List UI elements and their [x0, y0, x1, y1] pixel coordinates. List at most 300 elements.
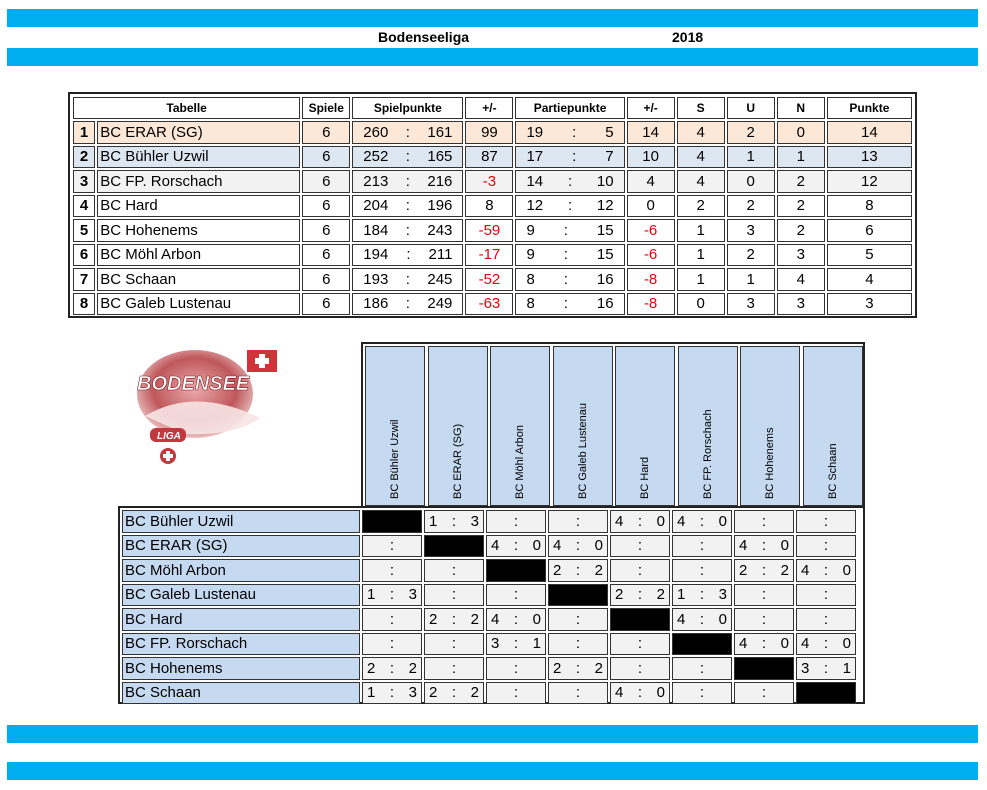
score-home: 2: [429, 610, 438, 628]
score-home: 4: [553, 537, 562, 555]
sp-for: 184: [363, 221, 389, 239]
score-home: 4: [739, 537, 748, 555]
spielpunkte: [352, 121, 463, 144]
col-spielpunkte: Spielpunkte: [352, 97, 463, 119]
rank: 6: [73, 244, 95, 267]
score-home: 2: [429, 684, 438, 702]
matrix-col-header: [490, 346, 550, 506]
wins: 0: [677, 293, 725, 316]
points: 5: [827, 244, 912, 267]
col-pp-diff: +/-: [627, 97, 675, 119]
pp-for: 9: [526, 221, 535, 239]
matrix-row: [122, 608, 856, 631]
partiepunkte: [515, 244, 624, 267]
matrix-score-cell: 1 : 3: [672, 584, 732, 607]
matrix-self-cell: [424, 535, 484, 558]
pp-against: 16: [596, 270, 614, 288]
score-home: 4: [801, 635, 810, 653]
points: 4: [827, 268, 912, 291]
standings-row: [73, 244, 912, 267]
team-name: BC ERAR (SG): [97, 121, 300, 144]
matrix-col-label: BC ERAR (SG): [451, 423, 464, 499]
page-title: Bodenseeliga: [378, 29, 470, 45]
pp-diff: -6: [627, 219, 675, 242]
rank: 1: [73, 121, 95, 144]
draws: 0: [727, 170, 775, 193]
sp-sep: :: [406, 246, 411, 264]
col-sp-diff: +/-: [465, 97, 513, 119]
matrix-self-cell: [486, 559, 546, 582]
partiepunkte: [515, 219, 624, 242]
matrix-score-cell: 3 : 1: [486, 633, 546, 656]
col-tabelle: Tabelle: [73, 97, 300, 119]
rank: 8: [73, 293, 95, 316]
matrix-col-label: BC Möhl Arbon: [514, 425, 526, 499]
matrix-cell-empty: :: [362, 633, 422, 656]
matrix-row-team: BC Schaan: [122, 682, 360, 705]
score-home: 1: [429, 512, 438, 530]
pp-diff: 0: [627, 195, 675, 218]
score-home: 4: [491, 610, 500, 628]
matrix-score-cell: 1 : 3: [424, 510, 484, 533]
score-away: 2: [594, 659, 603, 677]
matrix-col-label: BC FP. Rorschach: [701, 409, 714, 499]
matrix-cell-empty: :: [734, 608, 794, 631]
standings-row: [73, 293, 912, 316]
team-name: BC FP. Rorschach: [97, 170, 300, 193]
wins: 1: [677, 244, 725, 267]
matrix-col-header: [678, 346, 738, 506]
draws: 2: [727, 195, 775, 218]
bodensee-liga-logo: [125, 346, 285, 476]
rank: 7: [73, 268, 95, 291]
matrix-row: [122, 559, 856, 582]
score-away: 0: [780, 635, 789, 653]
matrix-cell-empty: :: [796, 535, 856, 558]
matrix-cell-empty: :: [548, 682, 608, 705]
matrix-col-label: BC Hohenems: [764, 427, 776, 499]
team-name: BC Möhl Arbon: [97, 244, 300, 267]
matrix-cell-empty: :: [548, 608, 608, 631]
wins: 4: [677, 121, 725, 144]
wins: 2: [677, 195, 725, 218]
matrix-score-cell: 4 : 0: [548, 535, 608, 558]
matrix-cell-empty: :: [486, 657, 546, 680]
score-home: 3: [491, 635, 500, 653]
matrix-cell-empty: :: [796, 510, 856, 533]
pp-diff: 10: [627, 146, 675, 169]
matrix-cell-empty: :: [486, 584, 546, 607]
losses: 2: [777, 170, 825, 193]
matrix-score-cell: 4 : 0: [610, 682, 670, 705]
results-matrix: [118, 506, 865, 704]
draws: 2: [727, 121, 775, 144]
pp-sep: :: [563, 246, 568, 264]
sp-against: 211: [428, 246, 453, 264]
matrix-self-cell: [734, 657, 794, 680]
col-n: N: [777, 97, 825, 119]
matrix-col-header: [615, 346, 675, 506]
sp-diff: 8: [465, 195, 513, 218]
matrix-cell-empty: :: [796, 608, 856, 631]
games: 6: [302, 195, 350, 218]
matrix-cell-empty: :: [362, 559, 422, 582]
spielpunkte: [352, 195, 463, 218]
matrix-cell-empty: :: [610, 559, 670, 582]
matrix-self-cell: [672, 633, 732, 656]
standings-header-row: [73, 97, 912, 119]
score-away: 0: [780, 537, 789, 555]
pp-for: 17: [526, 148, 544, 166]
standings-row: [73, 170, 912, 193]
pp-diff: -8: [627, 293, 675, 316]
matrix-self-cell: [610, 608, 670, 631]
matrix-row: [122, 682, 856, 705]
pp-against: 12: [596, 197, 614, 215]
score-away: 0: [718, 610, 727, 628]
points: 13: [827, 146, 912, 169]
losses: 0: [777, 121, 825, 144]
pp-diff: 4: [627, 170, 675, 193]
sp-diff: 99: [465, 121, 513, 144]
matrix-row: [122, 657, 856, 680]
pp-against: 7: [605, 148, 614, 166]
score-home: 2: [553, 659, 562, 677]
score-away: 3: [470, 512, 479, 530]
matrix-cell-empty: :: [362, 608, 422, 631]
matrix-cell-empty: :: [424, 559, 484, 582]
matrix-score-cell: 4 : 0: [734, 535, 794, 558]
sp-for: 213: [363, 172, 389, 190]
score-home: 4: [615, 684, 624, 702]
score-away: 0: [656, 684, 665, 702]
spielpunkte: [352, 219, 463, 242]
score-away: 1: [532, 635, 541, 653]
matrix-row-team: BC Hard: [122, 608, 360, 631]
matrix-row: [122, 535, 856, 558]
draws: 3: [727, 293, 775, 316]
sp-diff: -17: [465, 244, 513, 267]
score-home: 4: [801, 561, 810, 579]
pp-for: 8: [526, 295, 535, 313]
matrix-row-team: BC Bühler Uzwil: [122, 510, 360, 533]
score-away: 3: [408, 586, 417, 604]
footer-bar-2: [7, 762, 978, 780]
matrix-cell-empty: :: [610, 535, 670, 558]
matrix-cell-empty: :: [734, 510, 794, 533]
matrix-cell-empty: :: [734, 682, 794, 705]
score-away: 2: [470, 684, 479, 702]
matrix-self-cell: [548, 584, 608, 607]
matrix-score-cell: 3 : 1: [796, 657, 856, 680]
games: 6: [302, 170, 350, 193]
pp-against: 15: [596, 246, 614, 264]
pp-sep: :: [563, 270, 568, 288]
sp-diff: -3: [465, 170, 513, 193]
pp-for: 8: [526, 270, 535, 288]
matrix-row-team: BC ERAR (SG): [122, 535, 360, 558]
partiepunkte: [515, 170, 624, 193]
matrix-score-cell: 2 : 2: [734, 559, 794, 582]
score-home: 4: [677, 512, 686, 530]
matrix-score-cell: 2 : 2: [548, 657, 608, 680]
matrix-cell-empty: :: [486, 682, 546, 705]
matrix-col-label: BC Bühler Uzwil: [389, 419, 401, 499]
score-home: 4: [739, 635, 748, 653]
col-s: S: [677, 97, 725, 119]
draws: 3: [727, 219, 775, 242]
matrix-self-cell: [362, 510, 422, 533]
matrix-col-label: BC Galeb Lustenau: [576, 402, 589, 499]
losses: 1: [777, 146, 825, 169]
matrix-score-cell: 4 : 0: [672, 510, 732, 533]
spielpunkte: [352, 293, 463, 316]
sp-sep: :: [405, 148, 410, 166]
pp-diff: -6: [627, 244, 675, 267]
standings-table: [68, 92, 917, 318]
sp-diff: -52: [465, 268, 513, 291]
points: 3: [827, 293, 912, 316]
spielpunkte: [352, 244, 463, 267]
losses: 2: [777, 219, 825, 242]
score-away: 3: [718, 586, 727, 604]
matrix-cell-empty: :: [424, 633, 484, 656]
matrix-cell-empty: :: [672, 559, 732, 582]
sp-sep: :: [405, 295, 410, 313]
matrix-cell-empty: :: [424, 584, 484, 607]
losses: 2: [777, 195, 825, 218]
wins: 4: [677, 170, 725, 193]
spielpunkte: [352, 268, 463, 291]
pp-for: 19: [526, 123, 544, 141]
score-away: 0: [656, 512, 665, 530]
wins: 4: [677, 146, 725, 169]
sp-sep: :: [405, 221, 410, 239]
spielpunkte: [352, 146, 463, 169]
pp-diff: 14: [627, 121, 675, 144]
matrix-score-cell: 1 : 3: [362, 682, 422, 705]
pp-sep: :: [572, 123, 577, 141]
matrix-score-cell: 2 : 2: [424, 682, 484, 705]
matrix-score-cell: 2 : 2: [548, 559, 608, 582]
matrix-cell-empty: :: [734, 584, 794, 607]
col-u: U: [727, 97, 775, 119]
score-away: 2: [470, 610, 479, 628]
matrix-cell-empty: :: [672, 535, 732, 558]
games: 6: [302, 293, 350, 316]
score-away: 0: [594, 537, 603, 555]
score-home: 1: [367, 586, 376, 604]
standings-row: [73, 219, 912, 242]
season-year: 2018: [672, 29, 704, 45]
sp-for: 260: [363, 123, 389, 141]
pp-for: 12: [526, 197, 544, 215]
score-home: 4: [677, 610, 686, 628]
draws: 2: [727, 244, 775, 267]
sp-diff: -59: [465, 219, 513, 242]
score-home: 2: [553, 561, 562, 579]
score-away: 2: [656, 586, 665, 604]
pp-sep: :: [563, 295, 568, 313]
score-away: 0: [842, 561, 851, 579]
col-spiele: Spiele: [302, 97, 350, 119]
score-away: 0: [842, 635, 851, 653]
score-away: 3: [408, 684, 417, 702]
score-home: 4: [615, 512, 624, 530]
standings-row: [73, 268, 912, 291]
sp-diff: -63: [465, 293, 513, 316]
logo-text-main: BODENSEE: [137, 373, 250, 395]
col-partiepunkte: Partiepunkte: [515, 97, 624, 119]
standings-row: [73, 195, 912, 218]
team-name: BC Bühler Uzwil: [97, 146, 300, 169]
score-home: 1: [677, 586, 686, 604]
matrix-cell-empty: :: [362, 535, 422, 558]
pp-sep: :: [567, 197, 573, 215]
matrix-cell-empty: :: [486, 510, 546, 533]
standings-row: [73, 146, 912, 169]
sp-against: 216: [427, 172, 453, 190]
partiepunkte: [515, 268, 624, 291]
matrix-score-cell: 4 : 0: [610, 510, 670, 533]
pp-for: 9: [526, 246, 535, 264]
score-home: 1: [367, 684, 376, 702]
sp-against: 243: [427, 221, 453, 239]
sp-for: 194: [363, 246, 389, 264]
rank: 5: [73, 219, 95, 242]
wins: 1: [677, 219, 725, 242]
score-away: 1: [842, 659, 851, 677]
rank: 2: [73, 146, 95, 169]
partiepunkte: [515, 195, 624, 218]
score-home: 2: [615, 586, 624, 604]
matrix-score-cell: 2 : 2: [424, 608, 484, 631]
matrix-score-cell: 2 : 2: [610, 584, 670, 607]
matrix-cell-empty: :: [672, 657, 732, 680]
pp-diff: -8: [627, 268, 675, 291]
matrix-score-cell: 4 : 0: [734, 633, 794, 656]
pp-against: 15: [596, 221, 614, 239]
sp-sep: :: [405, 172, 410, 190]
score-away: 0: [532, 610, 541, 628]
matrix-column-headers: [361, 342, 865, 508]
matrix-score-cell: 2 : 2: [362, 657, 422, 680]
matrix-score-cell: 1 : 3: [362, 584, 422, 607]
score-home: 3: [801, 659, 810, 677]
pp-for: 14: [526, 172, 544, 190]
team-name: BC Hard: [97, 195, 300, 218]
footer-bar-1: [7, 725, 978, 743]
partiepunkte: [515, 121, 624, 144]
col-punkte: Punkte: [827, 97, 912, 119]
games: 6: [302, 146, 350, 169]
points: 12: [827, 170, 912, 193]
matrix-score-cell: 4 : 0: [796, 633, 856, 656]
standings-row: [73, 121, 912, 144]
spielpunkte: [352, 170, 463, 193]
matrix-row-team: BC Hohenems: [122, 657, 360, 680]
losses: 3: [777, 293, 825, 316]
matrix-cell-empty: :: [796, 584, 856, 607]
score-away: 2: [594, 561, 603, 579]
matrix-col-header: [365, 346, 425, 506]
points: 6: [827, 219, 912, 242]
matrix-cell-empty: :: [548, 510, 608, 533]
team-name: BC Schaan: [97, 268, 300, 291]
matrix-cell-empty: :: [424, 657, 484, 680]
matrix-cell-empty: :: [672, 682, 732, 705]
matrix-col-header: [428, 346, 488, 506]
matrix-col-header: [553, 346, 613, 506]
sp-sep: :: [405, 270, 410, 288]
sp-against: 249: [427, 295, 453, 313]
score-away: 0: [532, 537, 541, 555]
team-name: BC Hohenems: [97, 219, 300, 242]
sp-sep: :: [405, 197, 410, 215]
matrix-row-team: BC Galeb Lustenau: [122, 584, 360, 607]
pp-against: 5: [605, 123, 614, 141]
matrix-row: [122, 584, 856, 607]
matrix-col-label: BC Schaan: [826, 443, 839, 499]
matrix-score-cell: 4 : 0: [672, 608, 732, 631]
matrix-row: [122, 633, 856, 656]
pp-against: 16: [596, 295, 614, 313]
pp-against: 10: [596, 172, 614, 190]
pp-sep: :: [567, 172, 573, 190]
pp-sep: :: [572, 148, 577, 166]
matrix-score-cell: 4 : 0: [486, 608, 546, 631]
matrix-col-header: [803, 346, 863, 506]
wins: 1: [677, 268, 725, 291]
draws: 1: [727, 268, 775, 291]
sp-against: 245: [427, 270, 453, 288]
sp-against: 196: [427, 197, 453, 215]
score-home: 4: [491, 537, 500, 555]
score-away: 0: [718, 512, 727, 530]
rank: 3: [73, 170, 95, 193]
sp-against: 161: [427, 123, 453, 141]
games: 6: [302, 268, 350, 291]
matrix-row: [122, 510, 856, 533]
matrix-col-header: [740, 346, 800, 506]
games: 6: [302, 121, 350, 144]
matrix-cell-empty: :: [610, 633, 670, 656]
matrix-cell-empty: :: [610, 657, 670, 680]
sp-against: 165: [427, 148, 453, 166]
team-name: BC Galeb Lustenau: [97, 293, 300, 316]
games: 6: [302, 244, 350, 267]
pp-sep: :: [563, 221, 568, 239]
score-home: 2: [367, 659, 376, 677]
sp-for: 186: [363, 295, 389, 313]
sp-for: 204: [363, 197, 389, 215]
losses: 4: [777, 268, 825, 291]
matrix-score-cell: 4 : 0: [486, 535, 546, 558]
partiepunkte: [515, 293, 624, 316]
losses: 3: [777, 244, 825, 267]
points: 8: [827, 195, 912, 218]
sp-for: 252: [363, 148, 389, 166]
header-bar: [7, 48, 978, 66]
matrix-score-cell: 4 : 0: [796, 559, 856, 582]
matrix-cell-empty: :: [548, 633, 608, 656]
top-bar: [7, 9, 978, 27]
score-away: 2: [408, 659, 417, 677]
draws: 1: [727, 146, 775, 169]
matrix-row-team: BC FP. Rorschach: [122, 633, 360, 656]
matrix-col-label: BC Hard: [639, 456, 651, 499]
matrix-self-cell: [796, 682, 856, 705]
